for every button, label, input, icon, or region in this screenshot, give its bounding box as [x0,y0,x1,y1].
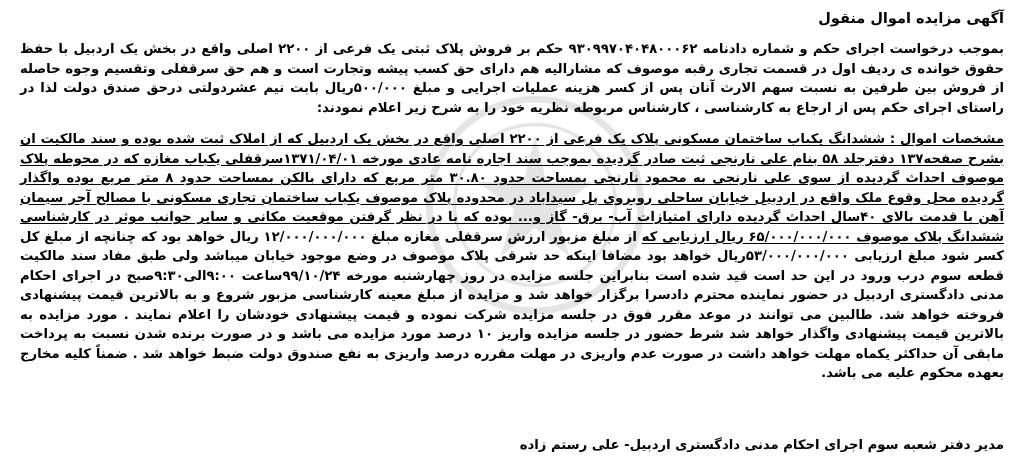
notice-signature: مدیر دفتر شعبه سوم اجرای احکام مدنی دادگستری اردبیل- علی رستم زاده [519,438,1004,453]
auction-terms-text: از مبلغ مزبور ارزش سرقفلی مغازه مبلغ ۱۲/۰۰۰/۰۰۰/۰۰۰ ریال خواهد بود که چنانچه از مبلغ کل کسر شود مبلغ ارزیابی ۵۳/۰۰۰/۰۰۰/۰۰۰ریال خواهد بود مضافا اینکه حد شرقی پلاک موصوف در وضع موجود خیابان میباشد ولی طبق مفاد سند مالکیت قطعه سوم درب ورود در این حد است قید شده است بنابراین جلسه مزایده در روز چهارشنبه مورخه ۹۹/۱۰/۲۴ساعت ۹:۰۰الی۹:۳۰صبح در اجرای احکام مدنی دادگستری اردبیل در حضور نماینده محترم دادسرا برگزار خواهد شد و مزایده از مبلغ معینه کارشناسی مزبور شروع و به بالاترین قیمت پیشنهادی فروخته خواهد شد. طالبین می توانند در موعد مقرر فوق در جلسه مزایده شرکت نموده و قیمت پیشنهادی خودشان را اعلام نمایند . مورد مزایده به بالاترین قیمت پیشنهادی واگذار خواهد شد شرط حضور در جلسه مزایده واریز ۱۰ درصد مورد مزایده می باشد و در صورت برنده شدن نسبت به پرداخت مابقی آن حداکثر یکماه مهلت خواهد داشت در صورت عدم واریزی در مهلت مقرره درصد واریزی به نفع صندوق دولت ضبط خواهد شد . ضمناً کلیه مخارج بعهده محکوم علیه می باشد. [20,229,1004,381]
notice-paragraph-request: بموجب درخواست اجرای حکم و شماره دادنامه ۹۳۰۹۹۷۰۴۰۴۸۰۰۰۶۲ حکم بر فروش پلاک ثبتی یک فرعی از ۲۲۰۰ اصلی واقع در بخش یک اردبیل با حفظ حقوق خوانده ی ردیف اول در قسمت تجاری رقبه موصوف که مشارالیه هم دارای حق کسب پیشه وتجارت است و هم حق سرقفلی وتقسیم وجوه حاصله از فروش بین طرفین به نسبت سهم الارث آنان پس از کسر هزینه عملیات اجرایی و مبلغ ۵۰۰/۰۰۰ریال بابت نیم عشردولتی درحق صندق دولت لذا در راستای اجرای حکم پس از ارجاع به کارشناسی ، کارشناس مربوطه نظریه خود را به شرح زیر اعلام نمودند: [20,42,1004,116]
notice-title: آگهی مزایده اموال منقول [818,11,1004,27]
notice-paragraph-specs [20,130,1004,384]
property-specs-text: مشخصات اموال : ششدانگ یکباب ساختمان مسکونی پلاک یک فرعی از ۲۲۰۰ اصلی واقع در بخش یک اردبیل که از املاک ثبت شده بوده و سند مالکیت ان بشرح صفحه۱۳۷ دفترجلد ۵۸ بنام علی نارنجی ثبت صادر گردیده بموجب سند اجاره نامه عادی مورخه ۱۳۷۱/۰۴/۰۱سرقفلی یکباب مغازه که در محوطه پلاک موصوف احداث گردیده از سوی علی نارنجی به محمود نارنجی بمساحت حدود ۳۰.۸۰ متر مربع که دارای بالکن بمساحت حدود ۸ متر مربع بوده واگذار گردیده محل وقوع ملک واقع در اردبیل خیابان ساحلی روبروی پل سیداباد در محدوده پلاک موصوف یکباب ساختمان تجاری مسکونی با مصالح آجر سیمان آهن با قدمت بالای ۴۰سال احداث گردیده دارای امتیازات آب- برق- گاز و... بوده که با در نظر گرفتن موقعیت مکانی و سایر جوانب موثر در کارشناسی ششدانگ پلاک موصوف ۶۵/۰۰۰/۰۰۰/۰۰۰ ریال ارزیابی که [20,132,1004,245]
